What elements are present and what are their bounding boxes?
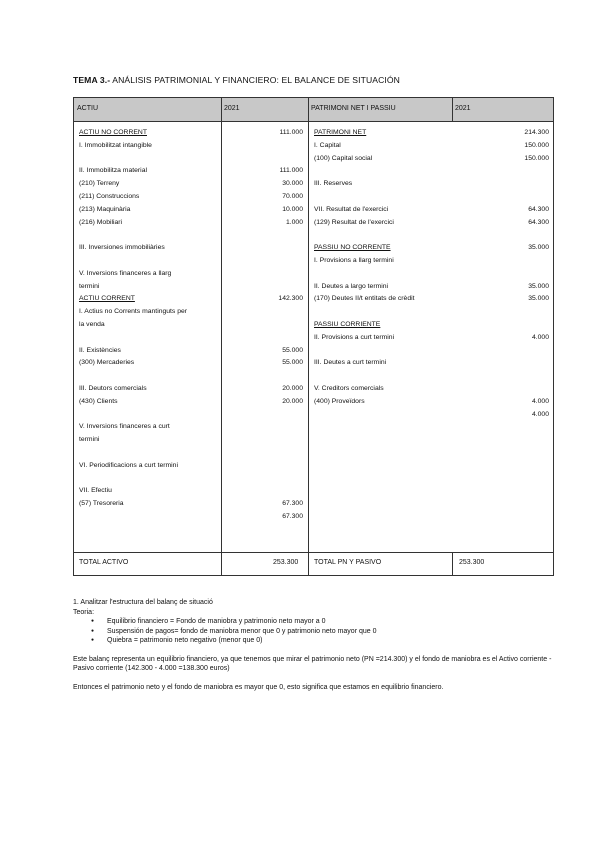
row-label: II. Deutes a largo termini xyxy=(314,282,389,290)
row-label: (129) Resultat de l'exercici xyxy=(314,218,394,226)
row-value: 150.000 xyxy=(524,141,549,149)
page-title xyxy=(73,75,400,85)
total-pn-value: 253.300 xyxy=(459,559,485,566)
row-label: la venda xyxy=(79,321,105,328)
row-value: 70.000 xyxy=(282,193,303,200)
row-value: 4.000 xyxy=(531,333,549,341)
row-value: 111.000 xyxy=(279,167,303,175)
row-label: III. Reserves xyxy=(314,180,353,188)
row-label: V. Inversions financeres a llarg xyxy=(79,269,172,277)
analysis-section xyxy=(73,598,563,692)
row-label: termini xyxy=(79,282,100,290)
row-label: (170) Deutes II/t entitats de crèdit xyxy=(314,295,415,303)
row-label: (100) Capital social xyxy=(314,154,373,162)
row-value: 4.000 xyxy=(531,397,549,405)
row-value: 55.000 xyxy=(282,346,303,354)
row-label: PASSIU CORRIENTE xyxy=(314,321,381,328)
row-label: (430) Clients xyxy=(79,397,118,405)
row-label: VII. Efectiu xyxy=(79,487,112,495)
divider-col-1 xyxy=(221,98,222,576)
row-label: I. Capital xyxy=(314,141,341,149)
row-label: I. Actius no Corrents mantinguts per xyxy=(79,308,188,316)
row-value: 150.000 xyxy=(524,154,549,162)
bullet-suspension: ● Suspensión de pagos= fondo de maniobra menor que 0 y patrimonio neto mayor que 0 xyxy=(73,627,563,637)
row-label: II. Provisions a curt termini xyxy=(314,333,395,341)
header-year-left: 2021 xyxy=(224,105,240,112)
row-label: PATRIMONI NET xyxy=(314,129,367,136)
row-label: (57) Tresoreria xyxy=(79,500,124,508)
total-activo-label: TOTAL ACTIVO xyxy=(79,559,129,566)
analysis-paragraph-2: Entonces el patrimonio neto y el fondo de maniobra es mayor que 0, esto significa que estamos en equilibrio financiero. xyxy=(73,683,444,691)
row-value: 35.000 xyxy=(528,295,549,303)
row-value: 67.300 xyxy=(282,500,303,508)
row-label: ACTIU NO CORRENT xyxy=(79,129,147,136)
analysis-paragraph-1: Este balanç representa un equilibrio financiero, ya que tenemos que mirar el patrimonio neto (PN =214.300) y el fondo de maniobra es el Activo corriente - Pasivo corriente (142.300 - 4.000 =138.300 euros) xyxy=(73,655,552,672)
bullet-equilibrio: ● Equilibrio financiero = Fondo de maniobra y patrimonio neto mayor a 0 xyxy=(73,617,563,627)
row-value: 10.000 xyxy=(282,205,303,213)
balance-sheet-table xyxy=(73,97,554,576)
row-value: 64.300 xyxy=(528,218,549,226)
row-label: termini xyxy=(79,436,100,444)
row-value: 30.000 xyxy=(282,180,303,188)
divider-col-2 xyxy=(308,98,309,576)
analysis-teoria: Teoria: xyxy=(73,608,95,616)
row-label: V. Inversions financeres a curt xyxy=(79,423,170,431)
row-value: 20.000 xyxy=(282,397,303,405)
row-label: I. Provisions a llarg termini xyxy=(314,257,394,264)
row-label: (213) Maquinària xyxy=(79,205,131,213)
bullet-quiebra: ● Quiebra = patrimonio neto negativo (menor que 0) xyxy=(73,636,563,646)
row-value: 214.300 xyxy=(524,129,549,136)
row-value: 20.000 xyxy=(282,385,303,392)
row-label: ACTIU CORRENT xyxy=(79,295,135,303)
row-value: 111.000 xyxy=(279,129,303,136)
row-value: 35.000 xyxy=(528,244,549,252)
row-label: (211) Construccions xyxy=(79,193,140,200)
total-pn-label: TOTAL PN Y PASIVO xyxy=(314,559,382,566)
table-header xyxy=(74,98,553,122)
row-label: (210) Terreny xyxy=(79,180,120,188)
row-label: III. Deutors comercials xyxy=(79,385,147,392)
header-passiu: PATRIMONI NET I PASSIU xyxy=(311,105,396,112)
row-value: 64.300 xyxy=(528,205,549,213)
row-label: (300) Mercaderies xyxy=(79,359,135,367)
divider-col-3-top xyxy=(452,98,453,122)
row-label: III. Inversiones immobiliàries xyxy=(79,244,165,252)
row-value: 35.000 xyxy=(528,282,549,290)
row-label: I. Immobilitzat intangible xyxy=(79,141,152,149)
footer-divider xyxy=(74,552,553,553)
row-value: 142.300 xyxy=(278,295,303,303)
row-label: VI. Periodificacions a curt termini xyxy=(79,461,178,469)
row-value: 67.300 xyxy=(282,513,303,520)
divider-col-3-bottom xyxy=(452,552,453,576)
row-label: PASSIU NO CORRENTE xyxy=(314,244,391,252)
analysis-heading: 1. Analitzar l'estructura del balanç de situació xyxy=(73,599,213,606)
title-prefix: TEMA 3.- xyxy=(73,75,111,85)
row-label: II. Immobilitza material xyxy=(79,167,147,175)
row-label: II. Existències xyxy=(79,346,121,354)
row-label: VII. Resultat de l'exercici xyxy=(314,205,389,213)
title-text: ANÁLISIS PATRIMONIAL Y FINANCIERO: EL BALANCE DE SITUACIÓN xyxy=(110,75,400,85)
header-year-right: 2021 xyxy=(455,105,471,112)
row-value: 55.000 xyxy=(282,359,303,367)
row-value: 1.000 xyxy=(285,218,303,226)
row-label: (216) Mobiliari xyxy=(79,218,123,226)
total-activo-value: 253.300 xyxy=(273,559,299,566)
row-label: V. Creditors comercials xyxy=(314,385,384,392)
header-actiu: ACTIU xyxy=(77,105,98,112)
row-label: III. Deutes a curt termini xyxy=(314,359,387,367)
row-label: (400) Proveïdors xyxy=(314,397,365,405)
row-value: 4.000 xyxy=(531,410,549,418)
